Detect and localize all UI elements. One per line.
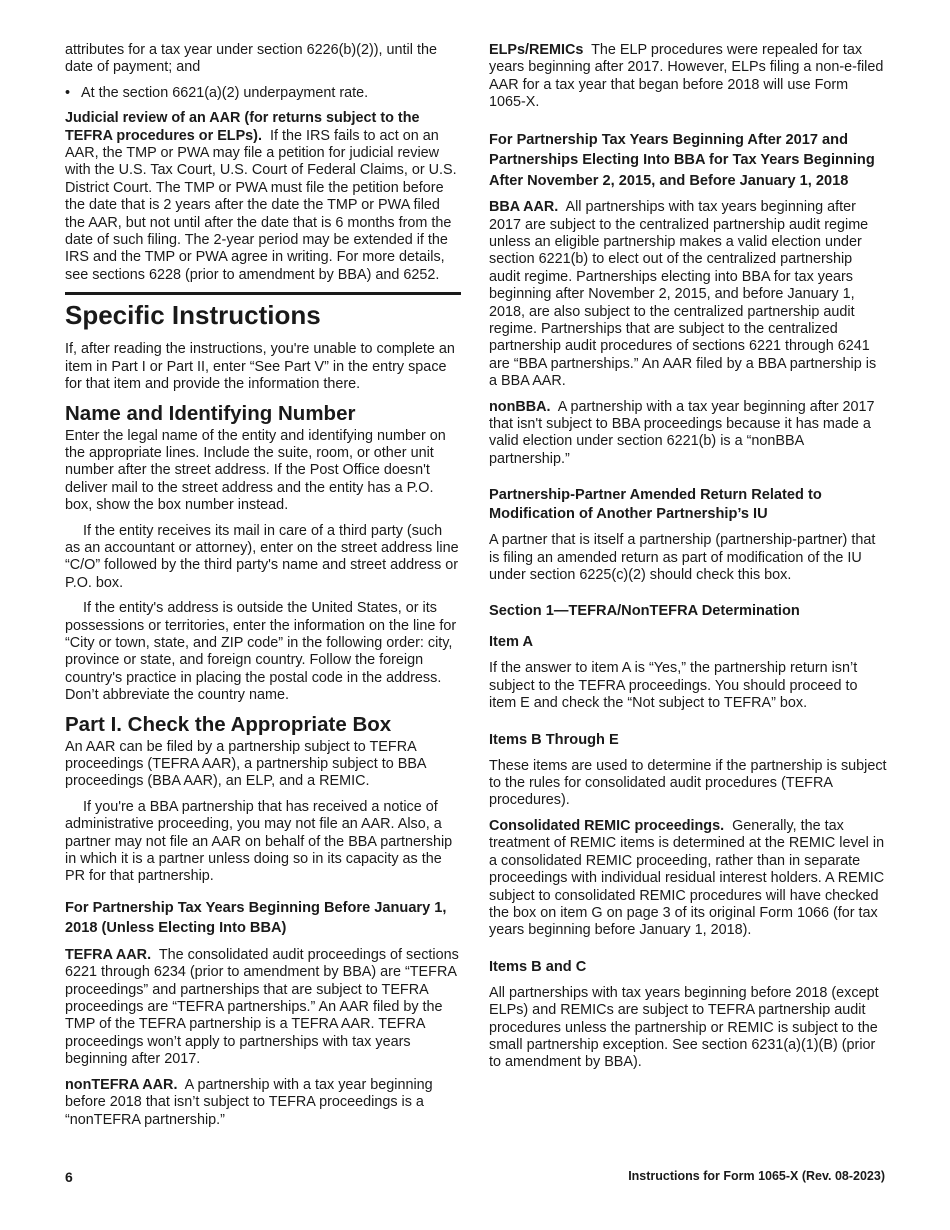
nonbba-body: A partnership with a tax year beginning after 2017 that isn't subject to BBA proceedings because it has made a valid election under section 6221(b) is a “nonBBA partnership.”	[489, 398, 875, 467]
part1-title: Part I. Check the Appropriate Box	[65, 712, 392, 736]
items-b-c-paragraph: All partnerships with tax years beginning before 2018 (except ELPs) and REMICs are subject to TEFRA partnership audit procedures unless the partnership or REMIC is subject to the small partnership exception. See section 6231(a)(1)(B) (prior to amendment by BBA).	[489, 984, 879, 1071]
name-paragraph-1: Enter the legal name of the entity and identifying number on the appropriate lines. Include the suite, room, or other unit number after the street address. If the Post Office doesn't deliver mail to the street address and the entity has a P.O. box, show the box number instead.	[65, 427, 446, 514]
right-column	[489, 42, 887, 1080]
nonbba-paragraph	[489, 399, 887, 469]
nontefra-aar-paragraph	[65, 1077, 461, 1129]
elp-remic-lead: ELPs/REMICs	[489, 42, 584, 58]
specific-instructions-paragraph: If, after reading the instructions, you're unable to complete an item in Part I or Part II, enter “See Part V” in the entry space for that item and provide the information there.	[65, 341, 455, 393]
section1-heading: Section 1—TEFRA/NonTEFRA Determination	[489, 603, 800, 620]
items-b-e-heading: Items B Through E	[489, 731, 619, 748]
judicial-review-lead: Judicial review of an AAR (for returns subject to the TEFRA procedures or ELPs).	[65, 110, 420, 144]
items-b-c-heading: Items B and C	[489, 958, 587, 975]
before-2018-heading: For Partnership Tax Years Beginning Before January 1, 2018 (Unless Electing Into BBA)	[65, 899, 447, 937]
bullet-text: At the section 6621(a)(2) underpayment rate.	[81, 84, 369, 101]
bba-aar-lead: BBA AAR.	[489, 199, 559, 216]
nonbba-lead: nonBBA.	[489, 398, 551, 415]
partnership-partner-paragraph: A partner that is itself a partnership (partnership-partner) that is filing an amended return as part of modification of the IU under section 6225(c)(2) should check this box.	[489, 532, 876, 584]
section-divider	[65, 292, 461, 295]
part1-paragraph-2: If you're a BBA partnership that has received a notice of administrative proceeding, you may not file an AAR. Also, a partner may not file an AAR on behalf of the BBA partnership in which it is a partner unless doing so in its capacity as the PR for that partnership.	[65, 798, 453, 885]
name-paragraph-3: If the entity's address is outside the United States, or its possessions or territories, enter the information on the line for “City or town, state, and ZIP code” in the following order: city, province or state, and foreign country. Follow the foreign country's practice in placing the postal code in the address. Don’t abbreviate the country name.	[65, 600, 457, 704]
intro-paragraph: attributes for a tax year under section 6226(b)(2)), until the date of payment; and	[65, 42, 437, 76]
item-a-heading: Item A	[489, 634, 534, 651]
specific-instructions-title: Specific Instructions	[65, 300, 321, 331]
item-a-paragraph: If the answer to item A is “Yes,” the partnership return isn’t subject to the TEFRA proceedings. You should proceed to item E and check the “Not subject to TEFRA” box.	[489, 660, 858, 712]
name-paragraph-2: If the entity receives its mail in care of a third party (such as an accountant or attorney), enter on the street address line “C/O” followed by the third party's name and street address or P.O. box.	[65, 522, 459, 591]
bba-aar-body: All partnerships with tax years beginning after 2017 are subject to the centralized partnership audit regime unless an eligible partnership makes a valid election under section 6221(b) to elect out of the centralized partnership audit regime. Partnerships electing into BBA for tax years beginning after November 2, 2015, and before January 1, 2018, are also subject to the centralized partnership audit regime. Partnerships that are subject to the centralized partnership audit procedures of sections 6221 through 6241 are “BBA partnerships.” An AAR filed by a BBA partnership is a BBA AAR.	[489, 199, 877, 390]
judicial-review-body: If the IRS fails to act on an AAR, the TMP or PWA may file a petition for judicial review with the U.S. Tax Court, U.S. Court of Federal Claims, or U.S. District Court. The TMP or PWA must file the petition before the date that is 2 years after the date the TMP or PWA filed the AAR, but not until after the date that is 6 months from the date of such filing. The 2-year period may be extended if the IRS and the TMP or PWA agree in writing. For more details, see sections 6228 (prior to amendment by BBA) and 6252.	[65, 127, 457, 283]
left-column	[65, 42, 461, 1137]
remic-body: Generally, the tax treatment of REMIC items is determined at the REMIC level in a consolidated REMIC proceeding, rather than in separate proceedings with individual residual interest holders. A REMIC subject to consolidated REMIC procedures will have checked the box on item G on page 3 of its original Form 1066 (for tax years beginning before January 1, 2018).	[489, 817, 885, 939]
bullet-icon: •	[65, 84, 71, 101]
name-identifying-title: Name and Identifying Number	[65, 401, 356, 425]
remic-lead: Consolidated REMIC proceedings.	[489, 817, 725, 834]
elp-remic-paragraph	[489, 42, 887, 112]
nontefra-aar-body: A partnership with a tax year beginning before 2018 that isn’t subject to TEFRA proceedings is a “nonTEFRA partnership.”	[65, 1076, 433, 1128]
judicial-review-paragraph	[65, 110, 461, 284]
tefra-aar-lead: TEFRA AAR.	[65, 946, 152, 963]
after-2017-heading: For Partnership Tax Years Beginning After 2017 and Partnerships Electing Into BBA for Tax Years Beginning After November 2, 2015, and Before January 1, 2018	[489, 131, 875, 189]
items-b-e-paragraph: These items are used to determine if the partnership is subject to the rules for consolidated audit procedures (TEFRA procedures).	[489, 757, 887, 809]
tefra-aar-paragraph	[65, 947, 461, 1069]
part1-paragraph-1: An AAR can be filed by a partnership subject to TEFRA proceedings (TEFRA AAR), a partnership subject to BBA proceedings (BBA AAR), an ELP, and a REMIC.	[65, 738, 426, 790]
page-number: 6	[65, 1169, 73, 1185]
bba-aar-paragraph	[489, 199, 887, 390]
partnership-partner-heading: Partnership-Partner Amended Return Related to Modification of Another Partnership’s IU	[489, 487, 822, 523]
elp-remic-body: The ELP procedures were repealed for tax years beginning after 2017. However, ELPs filing a non-e-filed AAR for a tax year that began before 2018 will use Form 1065-X.	[489, 42, 884, 111]
nontefra-aar-lead: nonTEFRA AAR.	[65, 1076, 178, 1093]
tefra-aar-body: The consolidated audit proceedings of sections 6221 through 6234 (prior to amendment by BBA) are “TEFRA proceedings” and partnerships that are subject to TEFRA proceedings are “TEFRA partnerships.” An AAR filed by the TMP of the TEFRA partnership is a TEFRA AAR. TEFRA proceedings won’t apply to partnerships with tax years beginning after 2017.	[65, 946, 459, 1068]
bullet-item	[65, 85, 461, 102]
form-title-footer: Instructions for Form 1065-X (Rev. 08-2023)	[628, 1169, 885, 1183]
remic-paragraph	[489, 818, 887, 940]
